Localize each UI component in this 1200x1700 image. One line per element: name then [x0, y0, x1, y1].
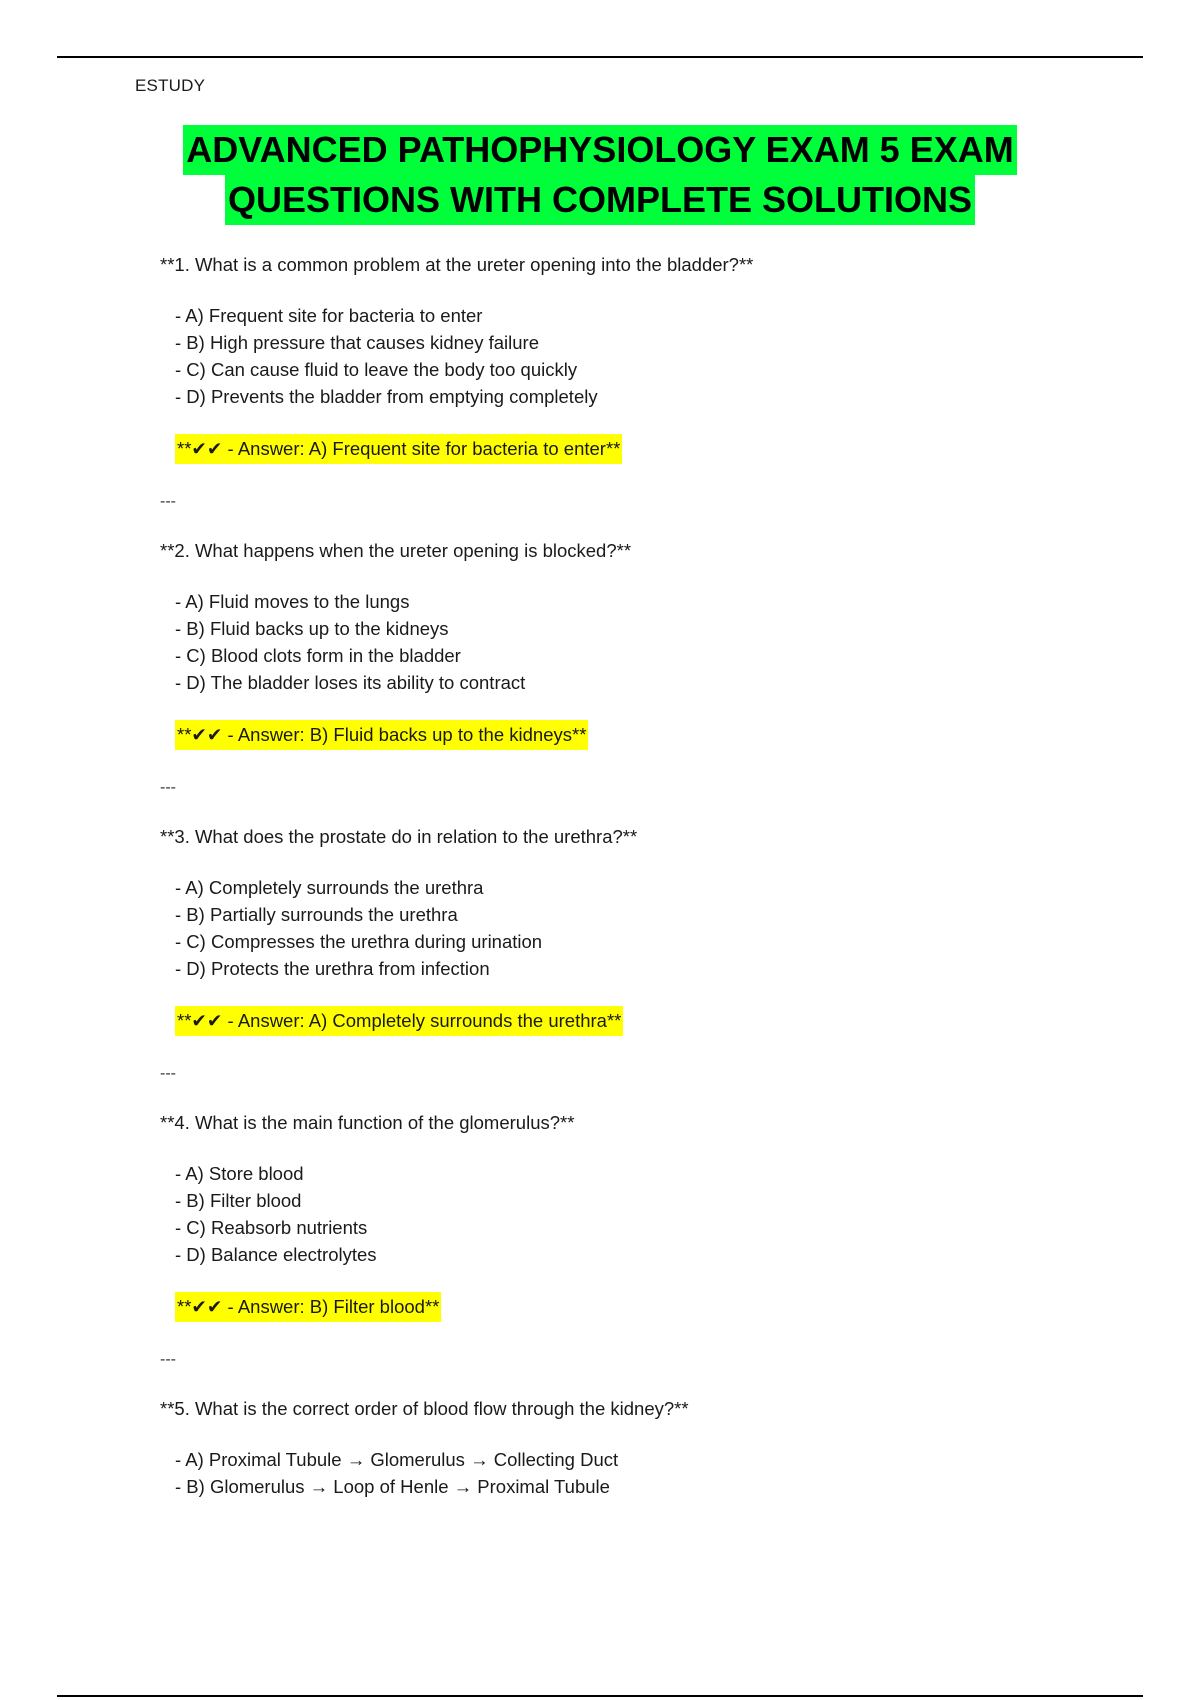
separator: --- [160, 779, 176, 796]
title-line-2: QUESTIONS WITH COMPLETE SOLUTIONS [225, 175, 975, 225]
option-b: - B) Filter blood [175, 1190, 302, 1211]
question-block [160, 824, 1120, 1092]
question-block [160, 1396, 1120, 1500]
options-list [160, 302, 1120, 410]
question-text: **2. What happens when the ureter opening is blocked?** [160, 540, 632, 561]
option-a: - A) Fluid moves to the lungs [175, 591, 410, 612]
question-block [160, 1110, 1120, 1378]
title-line-1: ADVANCED PATHOPHYSIOLOGY EXAM 5 EXAM [183, 125, 1016, 175]
option-a: - A) Completely surrounds the urethra [175, 877, 484, 898]
option-b: - B) Fluid backs up to the kidneys [175, 618, 449, 639]
option-d: - D) Protects the urethra from infection [175, 958, 490, 979]
document-title [0, 125, 1200, 225]
question-text: **4. What is the main function of the glomerulus?** [160, 1112, 575, 1133]
option-b: - B) High pressure that causes kidney failure [175, 332, 540, 353]
option-a: - A) Store blood [175, 1163, 304, 1184]
option-c: - C) Compresses the urethra during urination [175, 931, 543, 952]
options-list [160, 1160, 1120, 1268]
option-c: - C) Blood clots form in the bladder [175, 645, 461, 666]
question-block [160, 538, 1120, 806]
option-a: - A) Frequent site for bacteria to enter [175, 305, 483, 326]
answer-highlight: **✔✔ - Answer: A) Completely surrounds the urethra** [175, 1006, 623, 1036]
option-d: - D) The bladder loses its ability to contract [175, 672, 526, 693]
options-list [160, 1446, 1120, 1500]
bottom-rule [57, 1695, 1143, 1697]
questions-list [160, 252, 1120, 1500]
option-c: - C) Reabsorb nutrients [175, 1217, 368, 1238]
option-b: - B) Glomerulus → Loop of Henle → Proximal Tubule [175, 1476, 610, 1497]
option-d: - D) Balance electrolytes [175, 1244, 377, 1265]
answer-highlight: **✔✔ - Answer: B) Filter blood** [175, 1292, 441, 1322]
top-rule [57, 56, 1143, 58]
option-a: - A) Proximal Tubule → Glomerulus → Collecting Duct [175, 1449, 619, 1470]
option-d: - D) Prevents the bladder from emptying completely [175, 386, 598, 407]
header-label: ESTUDY [135, 76, 206, 95]
question-text: **3. What does the prostate do in relation to the urethra?** [160, 826, 638, 847]
option-b: - B) Partially surrounds the urethra [175, 904, 458, 925]
separator: --- [160, 1351, 176, 1368]
answer-highlight: **✔✔ - Answer: A) Frequent site for bacteria to enter** [175, 434, 622, 464]
question-text: **1. What is a common problem at the ureter opening into the bladder?** [160, 254, 754, 275]
options-list [160, 588, 1120, 696]
option-c: - C) Can cause fluid to leave the body too quickly [175, 359, 578, 380]
answer-highlight: **✔✔ - Answer: B) Fluid backs up to the kidneys** [175, 720, 588, 750]
separator: --- [160, 493, 176, 510]
separator: --- [160, 1065, 176, 1082]
question-text: **5. What is the correct order of blood flow through the kidney?** [160, 1398, 689, 1419]
question-block [160, 252, 1120, 520]
options-list [160, 874, 1120, 982]
